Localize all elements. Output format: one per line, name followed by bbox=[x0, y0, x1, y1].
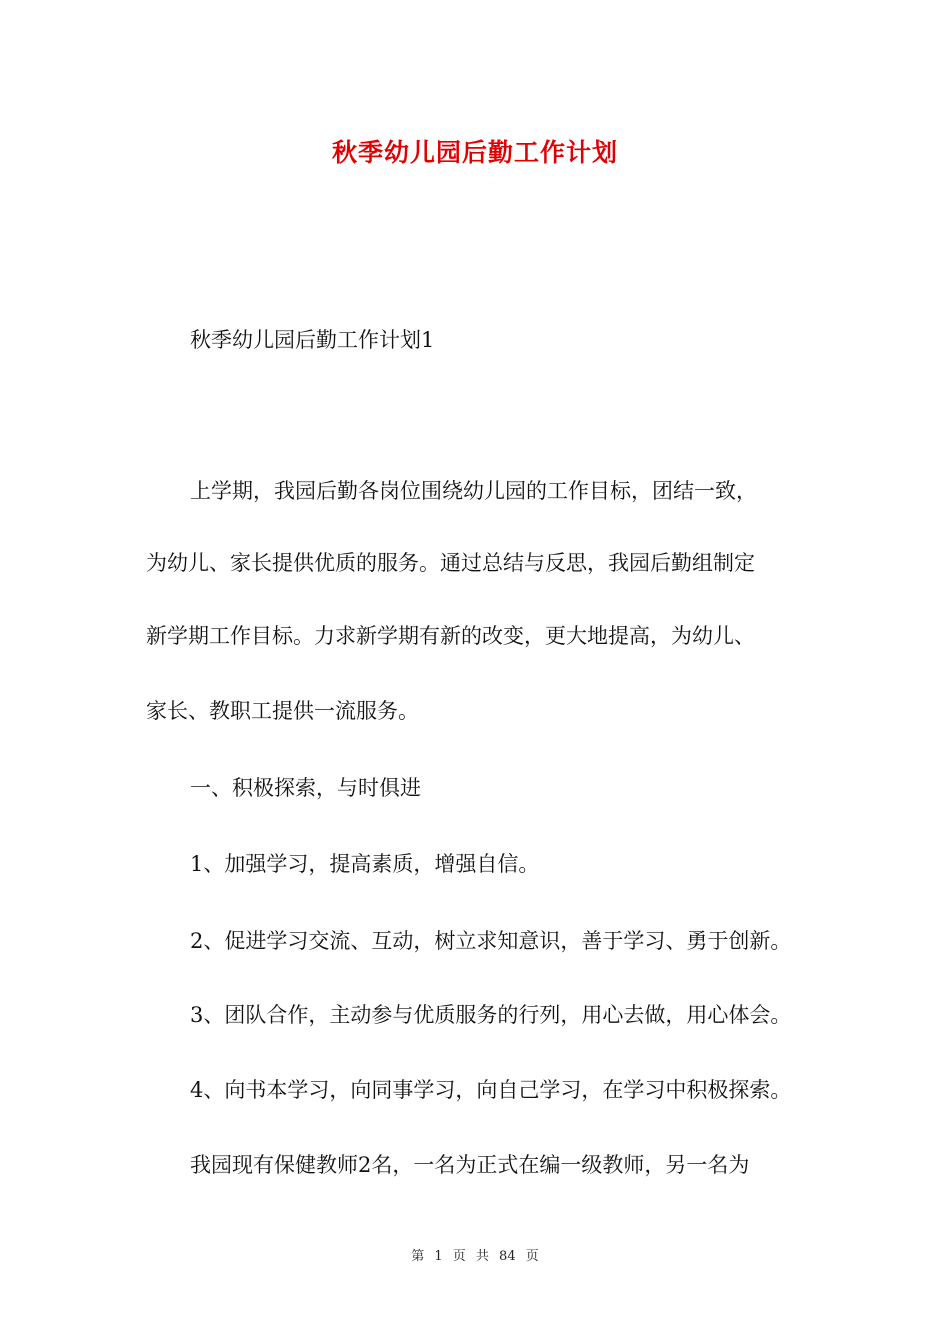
page-number: 第 1 页 共 84 页 bbox=[411, 1249, 539, 1264]
document-title: 秋季幼儿园后勤工作计划 bbox=[331, 138, 618, 167]
list-item: 4、向书本学习，向同事学习，向自己学习，在学习中积极探索。 bbox=[190, 1078, 792, 1102]
list-item: 1、加强学习，提高素质，增强自信。 bbox=[190, 852, 540, 876]
section-heading: 秋季幼儿园后勤工作计划1 bbox=[190, 328, 435, 352]
paragraph-line: 家长、教职工提供一流服务。 bbox=[146, 699, 419, 723]
list-item: 3、团队合作，主动参与优质服务的行列，用心去做，用心体会。 bbox=[190, 1003, 792, 1027]
paragraph-line: 我园现有保健教师2名，一名为正式在编一级教师，另一名为 bbox=[190, 1153, 750, 1177]
paragraph-line: 上学期，我园后勤各岗位围绕幼儿园的工作目标，团结一致， bbox=[190, 479, 757, 503]
subheading: 一、积极探索，与时俱进 bbox=[190, 776, 421, 800]
paragraph-line: 新学期工作目标。力求新学期有新的改变，更大地提高，为幼儿、 bbox=[146, 624, 755, 648]
list-item: 2、促进学习交流、互动，树立求知意识，善于学习、勇于创新。 bbox=[190, 929, 792, 953]
paragraph-line: 为幼儿、家长提供优质的服务。通过总结与反思，我园后勤组制定 bbox=[146, 551, 755, 575]
